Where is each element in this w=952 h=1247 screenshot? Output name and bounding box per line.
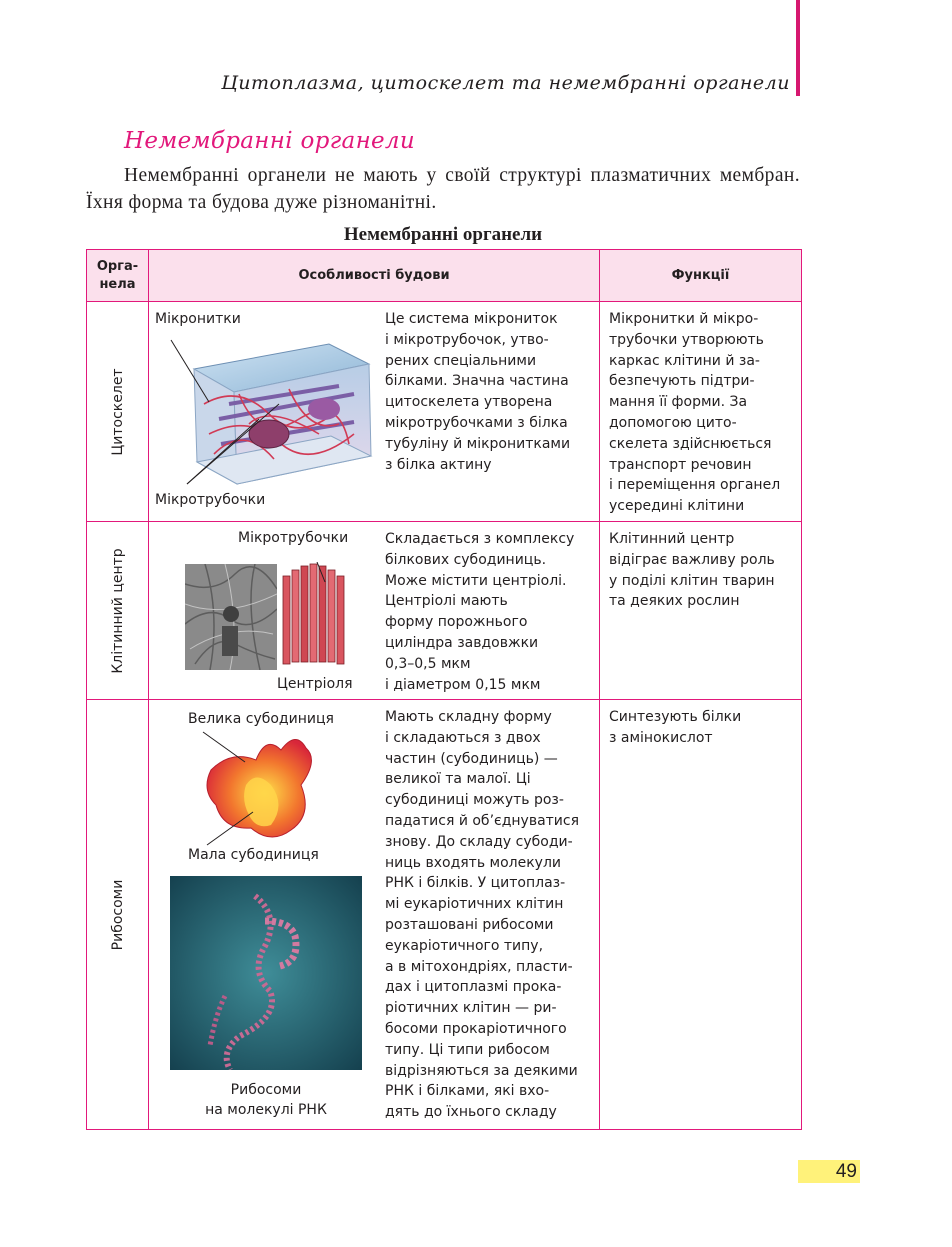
table-row-cytoskeleton [87, 302, 802, 522]
label-large-subunit: Велика субодиниця [188, 711, 334, 727]
label-microtubules: Мікротрубочки [238, 530, 349, 546]
ribosome-illustration [201, 730, 321, 848]
structure-cell [149, 522, 600, 700]
running-head: Цитоплазма, цитоскелет та немембранні органели [221, 72, 790, 94]
label-small-subunit: Мала субодиниця [188, 847, 319, 863]
header-organelle: Орга- нела [87, 250, 149, 302]
centriole-illustration [279, 562, 353, 672]
table-caption: Немембранні органели [343, 224, 543, 245]
label-centriole: Центріоля [277, 676, 353, 692]
centrosome-micrograph [185, 564, 277, 670]
function-cell: Синтезують білки з амінокислот [600, 700, 802, 1130]
table-row-ribosomes [87, 700, 802, 1130]
ribosomes-on-rna-micrograph [170, 876, 362, 1070]
header-functions: Функції [600, 250, 802, 302]
structure-description: Складається з комплексу білкових субодиниць. Може містити центріолі. Центріолі мають форму порожнього циліндра завдовжки 0,3–0,5 мкм і діаметром 0,15 мкм [385, 531, 575, 693]
function-cell: Клітинний центр відіграє важливу роль у поділі клітин тварин та деяких рослин [600, 522, 802, 700]
function-cell: Мікронитки й мікро- трубочки утворюють каркас клітини й за- безпечують підтри- мання її форми. За допомогою цито- скелета здійснюється транспорт речовин і переміщення органел усередині клітини [600, 302, 802, 522]
section-title: Немембранні органели [124, 128, 415, 154]
label-microtubules: Мікротрубочки [155, 492, 266, 508]
organelle-cell [87, 700, 149, 1130]
structure-description: Це система мікрониток і мікротрубочок, утво- рених спеціальними білками. Значна частина цитоскелета утворена мікротрубочками з білка тубуліну й мікронитками з білка актину [385, 311, 571, 473]
organelle-cell [87, 522, 149, 700]
label-microfilaments: Мікронитки [155, 311, 241, 327]
page-number: 49 [798, 1160, 860, 1183]
cytoskeleton-illustration [149, 324, 379, 494]
structure-cell [149, 302, 600, 522]
structure-cell [149, 700, 600, 1130]
organelle-name: Клітинний центр [109, 547, 126, 674]
running-head-bar [796, 0, 800, 96]
organelle-name: Рибосоми [109, 879, 126, 950]
organelles-table [86, 249, 802, 1130]
header-structure: Особливості будови [149, 250, 600, 302]
organelle-cell [87, 302, 149, 522]
label-ribosomes-on-rna: Рибосоми на молекулі РНК [205, 1082, 327, 1118]
organelle-name: Цитоскелет [109, 367, 126, 456]
table-row-cell-center [87, 522, 802, 700]
table-header-row [87, 250, 802, 302]
intro-paragraph: Немембранні органели не мають у своїй структурі плазматичних мембран. Їхня форма та будова дуже різноманітні. [86, 165, 800, 213]
structure-description: Мають складну форму і складаються з двох частин (субодиниць) — великої та малої. Ці субодиниці можуть роз- падатися й об’єднуватися знову. До складу субоди- ниць входять молекули РНК і білків. У цитоплаз- мі еукаріотичних клітин розташовані рибосоми еукаріотичного типу, а в мітохондріях, пласти- дах і цитоплазмі прока- ріотичних клітин — ри- босоми прокаріотичного типу. Ці типи рибосом відрізняються за деякими РНК і білками, які вхо- дять до їхнього складу [385, 709, 580, 1121]
